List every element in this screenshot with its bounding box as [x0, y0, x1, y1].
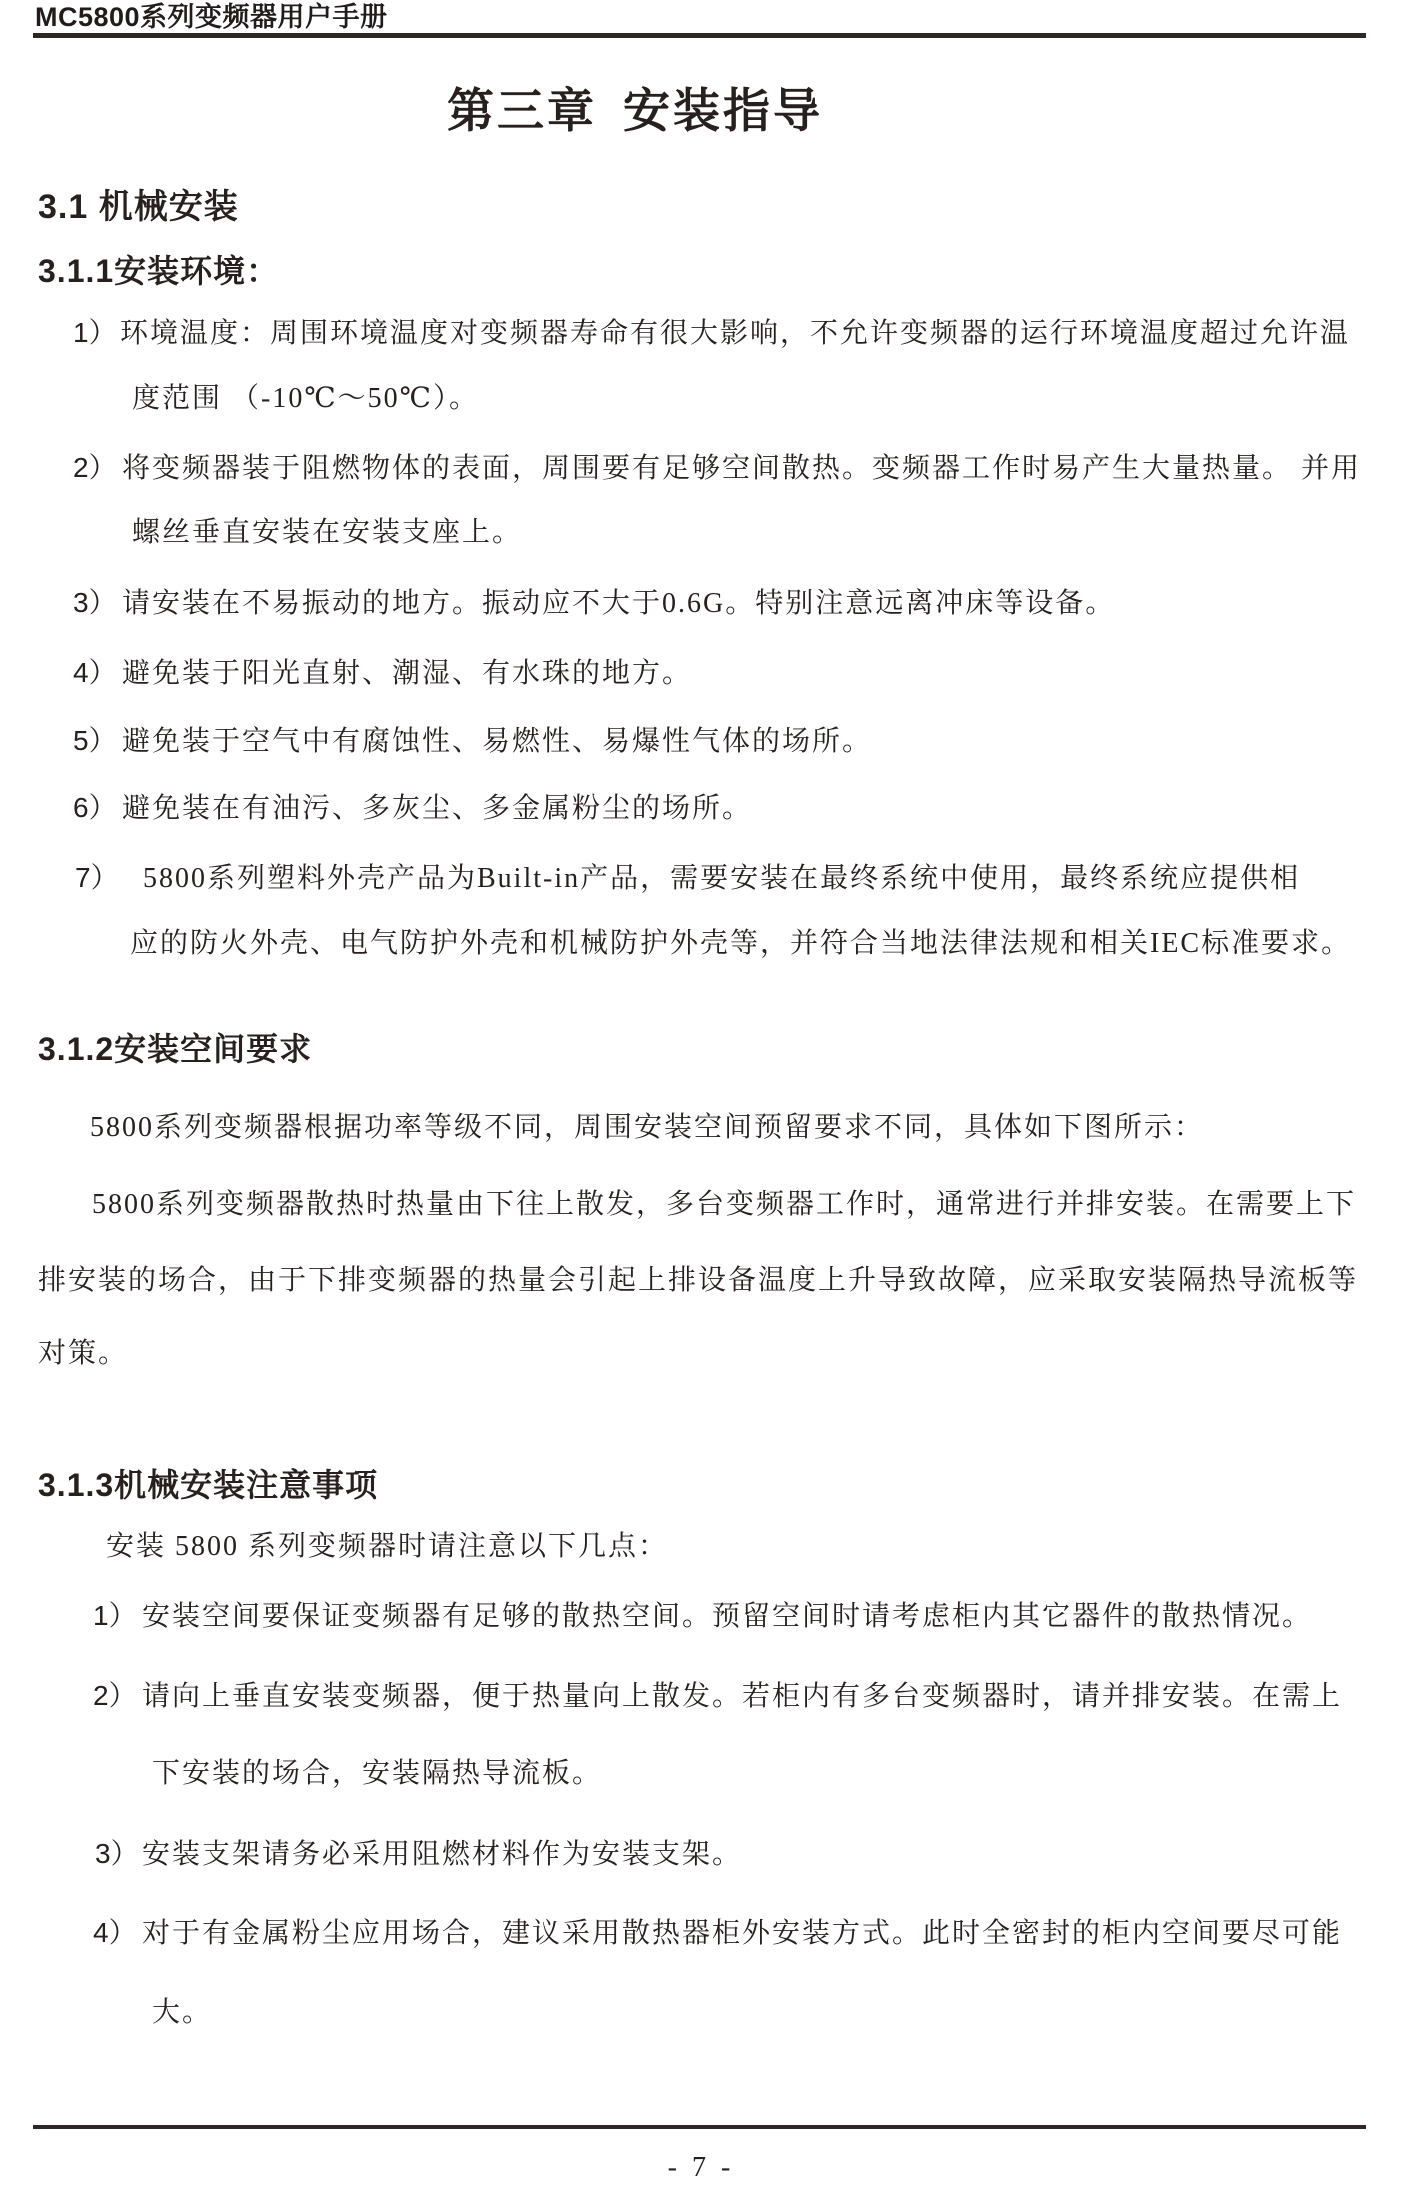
- paragraph-line: 5800系列变频器根据功率等级不同，周围安装空间预留要求不同，具体如下图所示：: [90, 1112, 1205, 1143]
- list-item-continuation: 下安装的场合，安装隔热导流板。: [152, 1758, 603, 1789]
- header-rule: [33, 33, 1366, 38]
- section-3-1-3-heading: 3.1.3机械安装注意事项: [38, 1467, 379, 1503]
- list-item-number: 7）: [75, 862, 119, 893]
- section-3-1-heading: 3.1 机械安装: [38, 188, 239, 226]
- list-item-continuation: 螺丝垂直安装在安装支座上。: [132, 517, 523, 548]
- list-item-text: 将变频器装于阻燃物体的表面，周围要有足够空间散热。变频器工作时易产生大量热量。 并用: [122, 453, 1362, 484]
- list-item-text: 安装支架请务必采用阻燃材料作为安装支架。: [142, 1839, 743, 1870]
- list-item-text: 避免装在有油污、多灰尘、多金属粉尘的场所。: [122, 793, 753, 824]
- list-item-text: 避免装于阳光直射、潮湿、有水珠的地方。: [122, 658, 693, 689]
- list-item: [75, 862, 1300, 895]
- list-item-continuation: 应的防火外壳、电气防护外壳和机械防护外壳等，并符合当地法律法规和相关IEC标准要求。: [130, 928, 1352, 959]
- paragraph-line: 安装 5800 系列变频器时请注意以下几点：: [106, 1531, 669, 1562]
- list-item-number: 3）: [95, 1838, 139, 1869]
- list-item-number: 6）: [73, 792, 117, 823]
- list-item-number: 4）: [93, 1917, 137, 1948]
- list-item-text: 5800系列塑料外壳产品为Built-in产品，需要安装在最终系统中使用，最终系统应提供相: [143, 863, 1301, 894]
- list-item-number: 1）: [93, 1600, 137, 1631]
- paragraph-line: 5800系列变频器散热时热量由下往上散发，多台变频器工作时，通常进行并排安装。在需要上下: [92, 1189, 1357, 1220]
- page-number: - 7 -: [667, 2152, 735, 2183]
- section-3-1-1-heading: 3.1.1安装环境：: [38, 253, 280, 289]
- list-item-number: 3）: [73, 587, 117, 618]
- list-item: [93, 1680, 1342, 1713]
- list-item-text: 环境温度：周围环境温度对变频器寿命有很大影响，不允许变频器的运行环境温度超过允许温: [120, 318, 1351, 349]
- chapter-title: 第三章 安装指导: [446, 84, 824, 137]
- list-item-text: 请安装在不易振动的地方。振动应不大于0.6G。特别注意远离冲床等设备。: [122, 588, 1116, 619]
- list-item-number: 5）: [73, 725, 117, 756]
- list-item-number: 2）: [93, 1680, 137, 1711]
- list-item: [73, 587, 1115, 620]
- list-item: [73, 725, 872, 758]
- paragraph-line: 对策。: [38, 1338, 129, 1369]
- paragraph-line: 排安装的场合，由于下排变频器的热量会引起上排设备温度上升导致故障，应采取安装隔热导流板等: [38, 1265, 1359, 1296]
- list-item-continuation: 度范围 （-10℃～50℃）。: [132, 383, 479, 414]
- document-header-title: MC5800系列变频器用户手册: [35, 2, 388, 32]
- list-item: [73, 792, 752, 825]
- list-item-number: 2）: [73, 452, 117, 483]
- list-item: [95, 1838, 742, 1871]
- list-item-number: 1）: [73, 317, 117, 348]
- list-item-text: 安装空间要保证变频器有足够的散热空间。预留空间时请考虑柜内其它器件的散热情况。: [142, 1601, 1313, 1632]
- list-item: [73, 317, 1350, 350]
- list-item: [93, 1600, 1312, 1633]
- list-item: [73, 452, 1361, 485]
- footer-rule: [33, 2125, 1366, 2129]
- list-item-number: 4）: [73, 657, 117, 688]
- list-item-text: 对于有金属粉尘应用场合，建议采用散热器柜外安装方式。此时全密封的柜内空间要尽可能: [142, 1918, 1343, 1949]
- list-item: [93, 1917, 1342, 1950]
- list-item-text: 避免装于空气中有腐蚀性、易燃性、易爆性气体的场所。: [122, 726, 873, 757]
- list-item: [73, 657, 692, 690]
- list-item-continuation: 大。: [152, 1997, 213, 2028]
- list-item-text: 请向上垂直安装变频器，便于热量向上散发。若柜内有多台变频器时，请并排安装。在需上: [142, 1681, 1343, 1712]
- section-3-1-2-heading: 3.1.2安装空间要求: [38, 1031, 313, 1067]
